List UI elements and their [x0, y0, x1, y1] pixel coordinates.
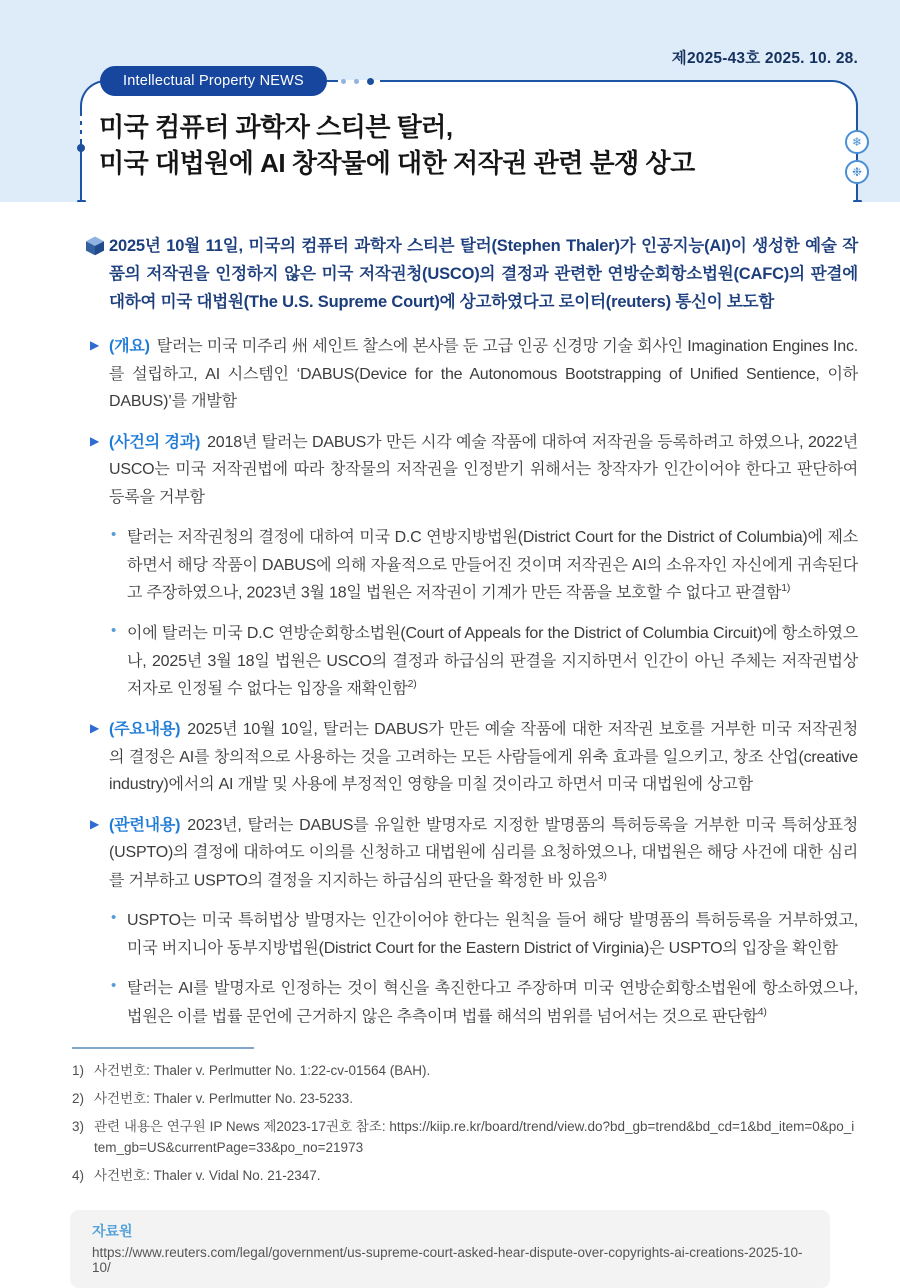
bullet-icon: • [111, 622, 117, 640]
snowflake-glyph: ❄ [851, 135, 863, 149]
bullet-text: USPTO는 미국 특허법상 발명자는 인간이어야 한다는 원칙을 들어 해당 발명품의 특허등록을 거부하였고, 미국 버지니아 동부지방법원(District Court for the Eastern District of Virginia)은 USPTO의 입장을 확인함 [127, 912, 858, 957]
article-body [0, 202, 900, 1288]
left-border-dash-gap [80, 125, 82, 130]
decorative-dot [341, 79, 346, 84]
sub-bullet-inventor-appeal [111, 975, 858, 1030]
section-label: (관련내용) [109, 816, 181, 834]
footnote-ref: 1) [781, 582, 791, 595]
section-label: (사건의 경과) [109, 433, 201, 451]
sub-bullet-district-court [111, 524, 858, 607]
footnote-item [72, 1061, 858, 1081]
lead-paragraph: 2025년 10월 11일, 미국의 컴퓨터 과학자 스티븐 탈러(Stephen Thaler)가 인공지능(AI)이 생성한 예술 작품의 저작권을 인정하지 않은 미국 저작권청(USCO)의 결정과 관련한 연방순회항소법원(CAFC)의 판결에 대하여 미국 대법원(The U.S. Supreme Court)에 상고하였다고 로이터(reuters) 통신이 보도함 [109, 237, 858, 312]
source-url-link[interactable]: https://www.reuters.com/legal/government/us-supreme-court-asked-hear-dispute-over-copyrights-ai-creations-2025-10-10/ [92, 1245, 803, 1276]
lead-paragraph-block [90, 232, 858, 316]
decorative-dot [77, 144, 85, 152]
footnote-number: 3) [72, 1119, 85, 1135]
footnote-text: 사건번호: Thaler v. Perlmutter No. 1:22-cv-01564 (BAH). [94, 1062, 431, 1078]
bullet-icon: • [111, 526, 117, 544]
section-text: 2023년, 탈러는 DABUS를 유일한 발명자로 지정한 발명품의 특허등록을 거부한 미국 특허상표청(USPTO)의 결정에 대하여도 이의를 신청하고 대법원에 심리를 요청하였으나, 대법원은 해당 사건에 대한 심리를 거부하고 USPTO의 결정을 지지하는 하급심의 판단을 확정한 바 있음 [109, 816, 858, 889]
bullet-text: 이에 탈러는 미국 D.C 연방순회항소법원(Court of Appeals for the District of Columbia Circuit)에 항소하였으나, 2025년 3월 18일 법원은 USCO의 결정과 하급심의 판결을 지지하면서 인간이 아닌 주체는 저작권법상 저자로 인정될 수 없다는 입장을 재확인함 [127, 625, 858, 698]
bullet-text: 탈러는 저작권청의 결정에 대하여 미국 D.C 연방지방법원(District Court for the District of Columbia)에 제소하면서 해당 작품이 DABUS에 의해 자율적으로 만들어진 것이며 저작권은 AI의 소유자인 자신에게 귀속된다고 주장하였으나, 2023년 3월 18일 법원은 저작권이 기계가 만든 작품을 보호할 수 없다고 판결함 [127, 529, 858, 602]
decorative-dot [354, 79, 359, 84]
footnote-text: 관련 내용은 연구원 IP News 제2023-17권호 참조: https://kiip.re.kr/board/trend/view.do?bd_gb=trend&bd_cd=1&bd_item=0&po_item_gb=US&currentPage=33&po_no=21973 [94, 1119, 855, 1155]
arrow-icon: ▶ [90, 338, 100, 353]
footnote-list [72, 1061, 858, 1186]
title-line-2: 미국 대법원에 AI 창작물에 대한 저작권 관련 분쟁 상고 [99, 147, 695, 178]
source-label: 자료원 [92, 1223, 133, 1240]
bullet-icon: • [111, 909, 117, 927]
left-border-dash-gap [80, 116, 82, 121]
arrow-icon: ▶ [90, 720, 100, 735]
section-text: 2018년 탈러는 DABUS가 만든 시각 예술 작품에 대하여 저작권을 등록하려고 하였으나, 2022년 USCO는 미국 저작권법에 따라 창작물의 저작권을 인정받기 위해서는 창작자가 인간이어야 한다고 판단하여 등록을 거부함 [109, 433, 858, 506]
title-line-1: 미국 컴퓨터 과학자 스티븐 탈러, [99, 112, 453, 142]
bullet-text: 탈러는 AI를 발명자로 인정하는 것이 혁신을 촉진한다고 주장하며 미국 연방순회항소법원에 항소하였으나, 법원은 이를 법률 문언에 근거하지 않은 추측이며 법률 해석의 범위를 넘어서는 것으로 판단함 [127, 980, 858, 1026]
source-box [70, 1210, 830, 1288]
footnote-item [72, 1089, 858, 1109]
arrow-icon: ▶ [90, 433, 100, 448]
page-title [82, 82, 856, 182]
neural-snowflake-icon [845, 130, 869, 154]
footnote-item [72, 1117, 858, 1158]
section-case-history [90, 429, 858, 512]
section-related-content [90, 812, 858, 895]
arrow-icon: ▶ [90, 816, 100, 831]
section-label: (개요) [109, 338, 150, 356]
bullet-icon: • [111, 977, 117, 995]
decorative-dot [367, 78, 374, 85]
section-label: (주요내용) [109, 720, 181, 738]
issue-number: 제2025-43호 2025. 10. 28. [671, 50, 858, 67]
footnote-number: 2) [72, 1091, 85, 1107]
cube-icon [85, 236, 105, 256]
footnote-text: 사건번호: Thaler v. Perlmutter No. 23-5233. [94, 1091, 354, 1107]
footnote-ref: 4) [757, 1005, 767, 1018]
sub-bullet-uspto [111, 907, 858, 962]
footnote-ref: 2) [407, 678, 417, 691]
footnote-number: 4) [72, 1167, 85, 1183]
section-text: 2025년 10월 10일, 탈러는 DABUS가 만든 예술 작품에 대한 저작권 보호를 거부한 미국 저작권청의 결정은 AI를 창의적으로 사용하는 것을 고려하는 모든 사람들에게 위축 효과를 일으키고, 창조 산업(creative industry)에서의 AI 개발 및 사용에 부정적인 영향을 미칠 것이라고 하면서 미국 대법원에 상고함 [109, 720, 858, 794]
footnote-item [72, 1166, 858, 1186]
newsletter-badge: Intellectual Property NEWS [100, 66, 327, 96]
sub-bullet-appeals-court [111, 620, 858, 703]
neural-network-icon [845, 160, 869, 184]
section-main-content [90, 716, 858, 799]
footnote-ref: 3) [597, 869, 607, 882]
footnote-separator [72, 1047, 254, 1049]
section-text: 탈러는 미국 미주리 州 세인트 찰스에 본사를 둔 고급 인공 신경망 기술 회사인 Imagination Engines Inc.를 설립하고, AI 시스템인 ‘DABUS(Device for the Autonomous Bootstrapping of Unified Sentience, 이하 DABUS)’를 개발함 [109, 338, 858, 411]
footnote-text: 사건번호: Thaler v. Vidal No. 21-2347. [94, 1167, 321, 1183]
network-glyph: ❉ [851, 165, 863, 179]
footnote-number: 1) [72, 1062, 85, 1078]
header-frame [80, 73, 863, 202]
left-border-dash-gap [80, 134, 82, 139]
section-overview [90, 333, 858, 416]
